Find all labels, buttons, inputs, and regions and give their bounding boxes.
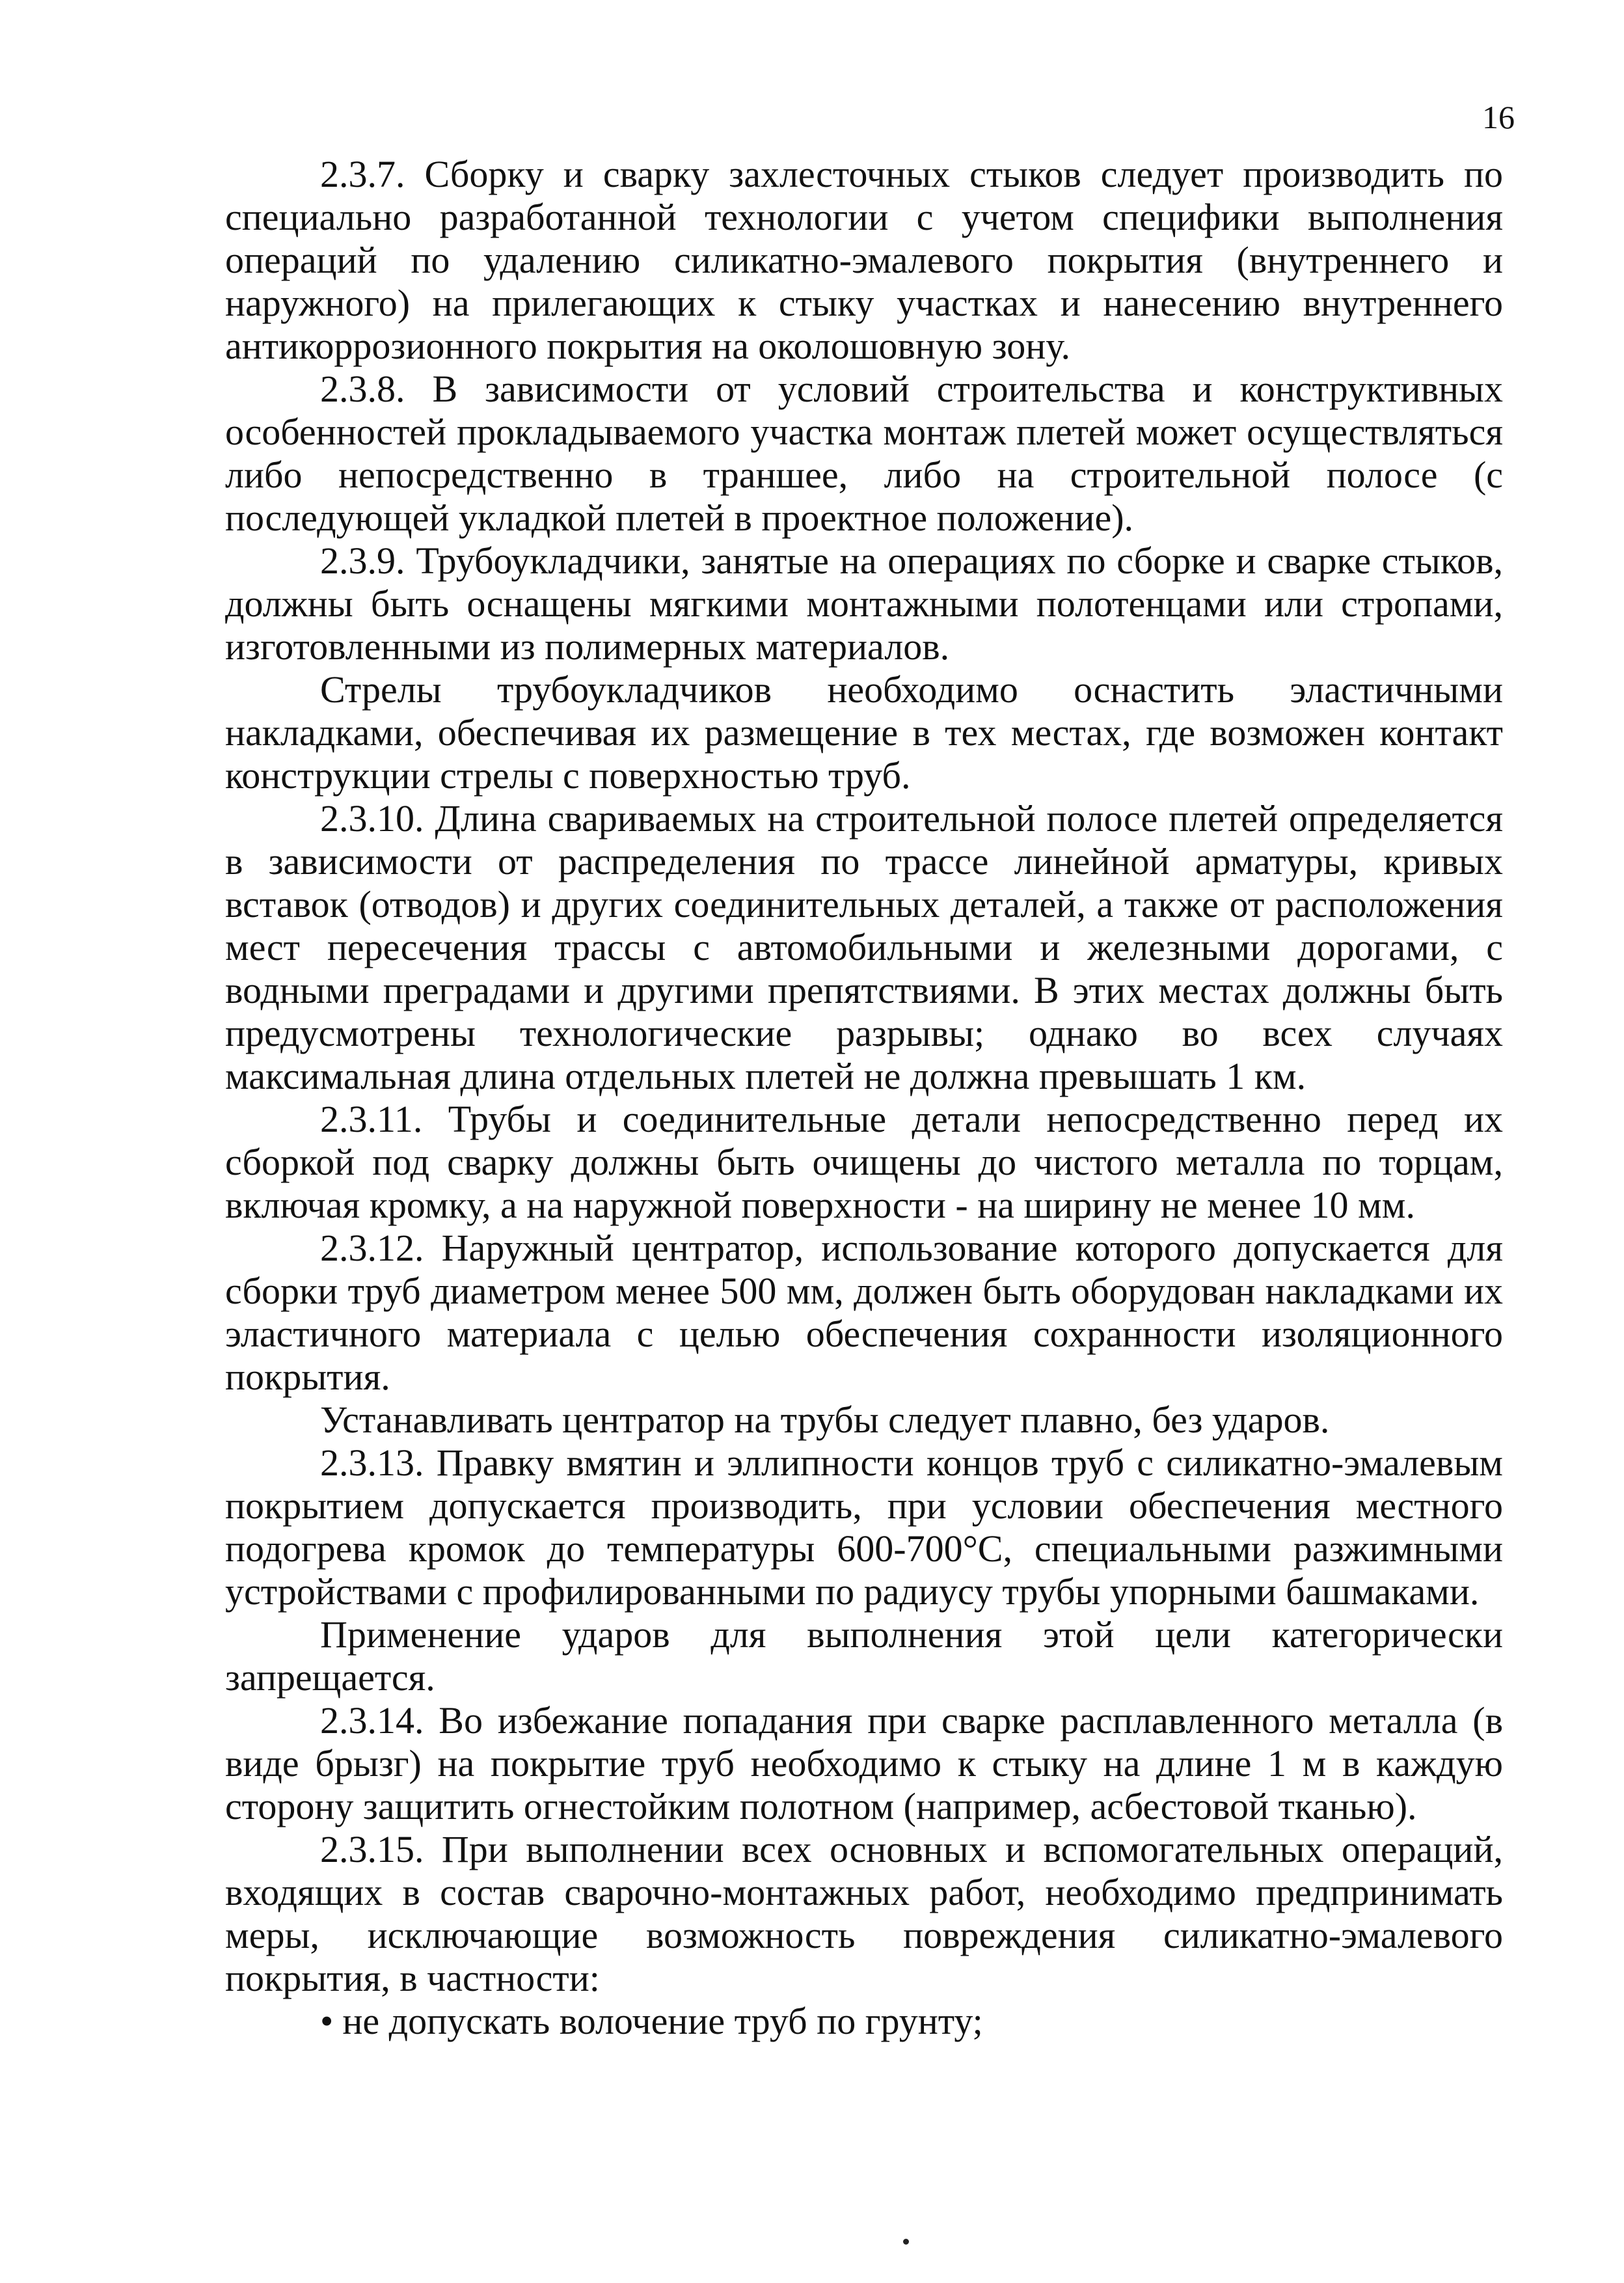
- paragraph-impact-prohibition: Применение ударов для выполнения этой цели категорически запрещается.: [225, 1613, 1503, 1699]
- paragraph-2-3-9: 2.3.9. Трубоукладчики, занятые на операциях по сборке и сварке стыков, должны быть оснащены мягкими монтажными полотенцами или стропами, изготовленными из полимерных материалов.: [225, 540, 1503, 668]
- page-number: 16: [1482, 99, 1515, 135]
- paragraph-2-3-8: 2.3.8. В зависимости от условий строительства и конструктивных особенностей прокладываемого участка монтаж плетей может осуществляться либо непосредственно в траншее, либо на строительной полосе (с последующей укладкой плетей в проектное положение).: [225, 368, 1503, 539]
- document-body: [225, 153, 1503, 2043]
- paragraph-2-3-12: 2.3.12. Наружный центратор, использование которого допускается для сборки труб диаметром менее 500 мм, должен быть оборудован накладками их эластичного материала с целью обеспечения сохранности изоляционного покрытия.: [225, 1227, 1503, 1398]
- bullet-text: не допускать волочение труб по грунту;: [342, 2000, 983, 2042]
- paragraph-2-3-7: 2.3.7. Сборку и сварку захлесточных стыков следует производить по специально разработанной технологии с учетом специфики выполнения операций по удалению силикатно-эмалевого покрытия (внутреннего и наружного) на прилегающих к стыку участках и нанесению внутреннего антикоррозионного покрытия на околошовную зону.: [225, 153, 1503, 367]
- paragraph-2-3-13: 2.3.13. Правку вмятин и эллипности концов труб с силикатно-эмалевым покрытием допускается производить, при условии обеспечения местного подогрева кромок до температуры 600-700°С, специальными разжимными устройствами с профилированными по радиусу трубы упорными башмаками.: [225, 1442, 1503, 1613]
- bullet-item: [225, 2000, 1503, 2043]
- paragraph-2-3-15: 2.3.15. При выполнении всех основных и вспомогательных операций, входящих в состав сварочно-монтажных работ, необходимо предпринимать меры, исключающие возможность повреждения силикатно-эмалевого покрытия, в частности:: [225, 1828, 1503, 1999]
- paragraph-2-3-14: 2.3.14. Во избежание попадания при сварке расплавленного металла (в виде брызг) на покрытие труб необходимо к стыку на длине 1 м в каждую сторону защитить огнестойким полотном (например, асбестовой тканью).: [225, 1699, 1503, 1827]
- paragraph-boom-pads: Стрелы трубоукладчиков необходимо оснастить эластичными накладками, обеспечивая их размещение в тех местах, где возможен контакт конструкции стрелы с поверхностью труб.: [225, 668, 1503, 797]
- paragraph-2-3-11: 2.3.11. Трубы и соединительные детали непосредственно перед их сборкой под сварку должны быть очищены до чистого металла по торцам, включая кромку, а на наружной поверхности - на ширину не менее 10 мм.: [225, 1098, 1503, 1226]
- bullet-marker: •: [320, 2000, 334, 2042]
- paragraph-2-3-10: 2.3.10. Длина свариваемых на строительной полосе плетей определяется в зависимости от распределения по трассе линейной арматуры, кривых вставок (отводов) и других соединительных деталей, а также от расположения мест пересечения трассы с автомобильными и железными дорогами, с водными преградами и другими препятствиями. В этих местах должны быть предусмотрены технологические разрывы; однако во всех случаях максимальная длина отдельных плетей не должна превышать 1 км.: [225, 797, 1503, 1097]
- paragraph-centrator-install: Устанавливать центратор на трубы следует плавно, без ударов.: [320, 1399, 1330, 1441]
- scan-speck: [903, 2239, 909, 2245]
